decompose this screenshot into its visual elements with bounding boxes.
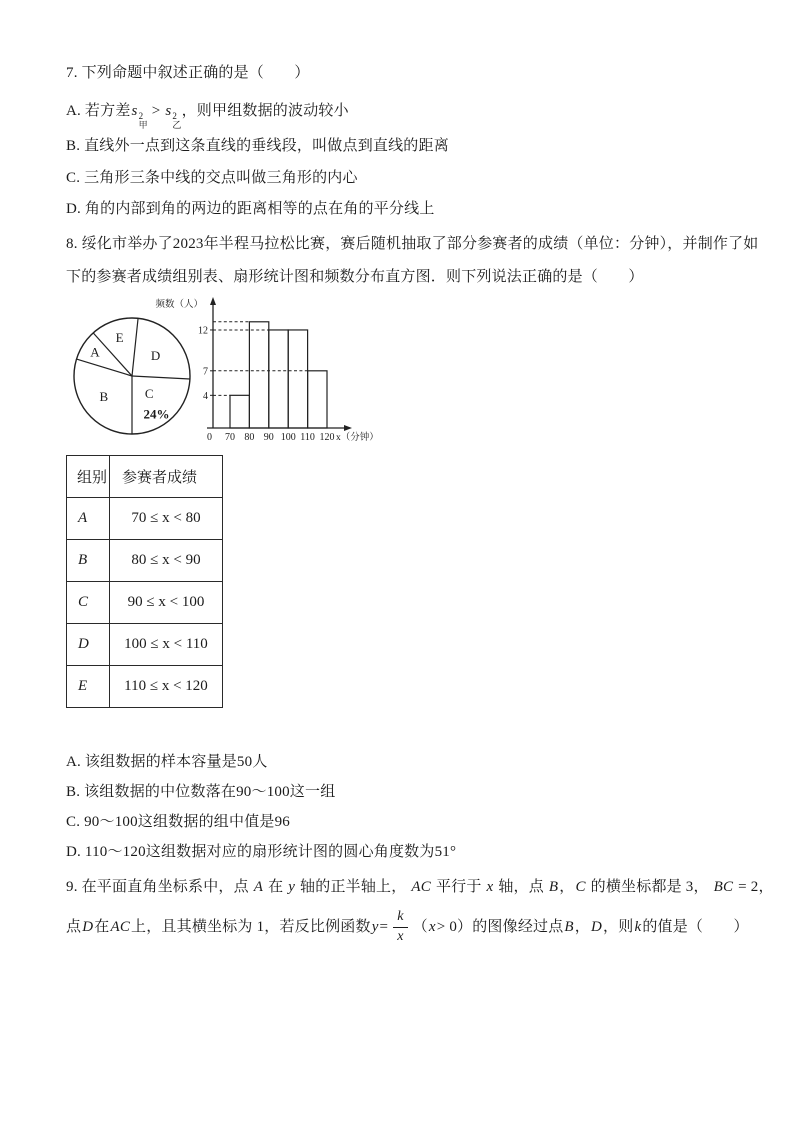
histogram-bar — [308, 371, 327, 428]
group-cell: D — [67, 624, 110, 666]
question-9-stem-line1: 9. 在平面直角坐标系中，点 A 在 y 轴的正半轴上， AC 平行于 x 轴，点 B，C 的横坐标都是 3， BC = 2， — [66, 879, 774, 895]
histogram-bar — [230, 395, 249, 428]
y-tick-label: 7 — [203, 366, 208, 378]
table-row — [67, 540, 223, 582]
table-row — [67, 666, 223, 708]
group-cell: A — [67, 498, 110, 540]
q8-group-table — [66, 455, 223, 708]
q7-option-a: A. 若方差s 2 甲 > s 2 乙 ，则甲组数据的波动较小 — [66, 103, 349, 131]
score-range-cell: 80 ≤ x < 90 — [110, 540, 223, 582]
pie-slice-label: C — [144, 386, 154, 402]
y-axis-arrow — [210, 297, 216, 305]
y-tick-label: 4 — [203, 390, 208, 402]
q7-option-b: B. 直线外一点到这条直线的垂线段，叫做点到直线的距离 — [66, 138, 449, 154]
table-row — [67, 582, 223, 624]
sup-sub-script: 2 乙 — [172, 111, 182, 131]
sup-sub-script: 2 甲 — [138, 111, 148, 131]
histogram-bar — [249, 322, 268, 428]
q8-option-a: A. 该组数据的样本容量是50人 — [66, 754, 268, 770]
q8-figure — [60, 292, 405, 452]
group-cell: E — [67, 666, 110, 708]
x-tick-label: 90 — [263, 432, 274, 443]
table-header-score: 参赛者成绩 — [110, 456, 223, 498]
table-row — [67, 498, 223, 540]
y-tick-label: 12 — [198, 325, 208, 337]
fraction: $\frac{k}{x}$ — [393, 909, 407, 944]
question-8-stem-line2: 下的参赛者成绩组别表、扇形统计图和频数分布直方图．则下列说法正确的是（ ） — [66, 269, 644, 285]
score-range-cell: 90 ≤ x < 100 — [110, 582, 223, 624]
histogram-bar — [269, 330, 288, 428]
x-tick-label: 100 — [280, 432, 296, 443]
table-header-group: 组别 — [67, 456, 110, 498]
group-cell: B — [67, 540, 110, 582]
histogram-bar — [288, 330, 307, 428]
table-body — [67, 498, 223, 708]
x-tick-label: 110 — [300, 432, 315, 443]
pie-slice-percentage: 24% — [143, 406, 170, 422]
y-axis-title: 频数（人） — [155, 300, 203, 310]
pie-slice-label: D — [150, 347, 161, 363]
pie-slice-label: A — [90, 344, 100, 360]
group-cell: C — [67, 582, 110, 624]
x-axis-title: x（分钟） — [336, 433, 379, 443]
q7-option-d: D. 角的内部到角的两边的距离相等的点在角的平分线上 — [66, 201, 435, 217]
x-axis-arrow — [344, 425, 352, 431]
histogram — [155, 297, 378, 443]
x-tick-label: 120 — [319, 432, 335, 443]
score-range-cell: 70 ≤ x < 80 — [110, 498, 223, 540]
x-tick-label: 70 — [225, 432, 235, 443]
q8-option-c: C. 90～100这组数据的组中值是96 — [66, 814, 291, 830]
pie-slice-label: E — [115, 329, 124, 345]
q8-option-b: B. 该组数据的中位数落在90～100这一组 — [66, 784, 336, 800]
q8-option-d: D. 110～120这组数据对应的扇形统计图的圆心角度数为51° — [66, 844, 457, 860]
q7-option-c: C. 三角形三条中线的交点叫做三角形的内心 — [66, 170, 358, 186]
score-range-cell: 100 ≤ x < 110 — [110, 624, 223, 666]
pie-chart — [74, 318, 190, 434]
x-tick-label: 80 — [244, 432, 255, 443]
question-7-stem: 7. 下列命题中叙述正确的是（ ） — [66, 65, 310, 81]
question-8-stem-line1: 8. 绥化市举办了2023年半程马拉松比赛，赛后随机抽取了部分参赛者的成绩（单位：分钟），并制作了如 — [66, 236, 759, 252]
table-header-row — [67, 456, 223, 498]
table-row — [67, 624, 223, 666]
x-tick-label: 0 — [207, 432, 212, 443]
question-9-stem-line2: 点 D 在 AC 上，且其横坐标为 1，若反比例函数 y = $\frac{k}{x}$ （ x > 0）的图像经过点 B ， D ，则 k 的值是（ ） — [66, 909, 749, 944]
pie-slice-label: B — [99, 388, 109, 404]
score-range-cell: 110 ≤ x < 120 — [110, 666, 223, 708]
pie-slice-divider — [132, 376, 190, 379]
pie-slice-divider — [132, 318, 138, 376]
